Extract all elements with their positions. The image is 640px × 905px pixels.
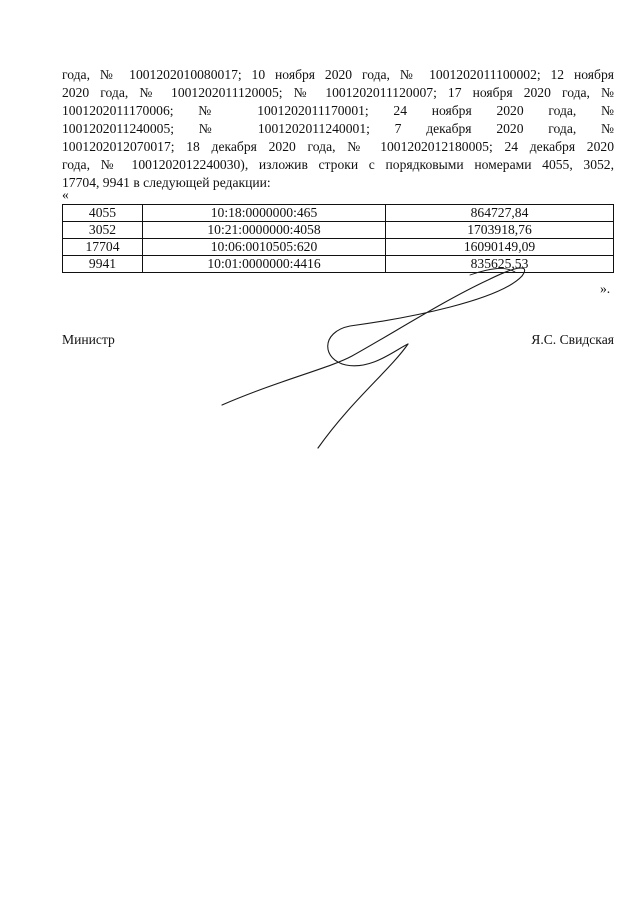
table-row [63, 239, 614, 256]
table-cell-cadastral-number: 10:06:0010505:620 [143, 239, 386, 256]
body-line-6: года, № 1001202012240030), изложив строки с порядковыми номерами 4055, 3052, [62, 157, 614, 172]
signatory-name: Я.С. Свидская [531, 332, 614, 347]
table-cell-cadastral-number: 10:01:0000000:4416 [143, 256, 386, 273]
table-cell-value: 16090149,09 [386, 239, 614, 256]
closing-quote-mark: ». [600, 281, 611, 296]
table-cell-cadastral-number: 10:18:0000000:465 [143, 205, 386, 222]
opening-quote-mark: « [62, 187, 69, 202]
table-cell-value: 864727,84 [386, 205, 614, 222]
body-line-5: 1001202012070017; 18 декабря 2020 года, № 1001202012180005; 24 декабря 2020 [62, 139, 614, 154]
signatory-position: Министр [62, 332, 115, 347]
body-line-1: года, № 1001202010080017; 10 ноября 2020 года, № 1001202011100002; 12 ноября [62, 67, 614, 82]
table-cell-number: 4055 [63, 205, 143, 222]
body-line-7: 17704, 9941 в следующей редакции: [62, 175, 271, 190]
table-row [63, 205, 614, 222]
body-line-4: 1001202011240005; № 1001202011240001; 7 декабря 2020 года, № [62, 121, 614, 136]
table-cell-number: 3052 [63, 222, 143, 239]
table-cell-number: 9941 [63, 256, 143, 273]
table-cell-number: 17704 [63, 239, 143, 256]
table-row [63, 222, 614, 239]
table-cell-value: 1703918,76 [386, 222, 614, 239]
amendment-table [62, 204, 614, 273]
table-cell-cadastral-number: 10:21:0000000:4058 [143, 222, 386, 239]
body-line-3: 1001202011170006; № 1001202011170001; 24 ноября 2020 года, № [62, 103, 614, 118]
table-cell-value: 835625,53 [386, 256, 614, 273]
body-line-2: 2020 года, № 1001202011120005; № 1001202011120007; 17 ноября 2020 года, № [62, 85, 614, 100]
table-row [63, 256, 614, 273]
